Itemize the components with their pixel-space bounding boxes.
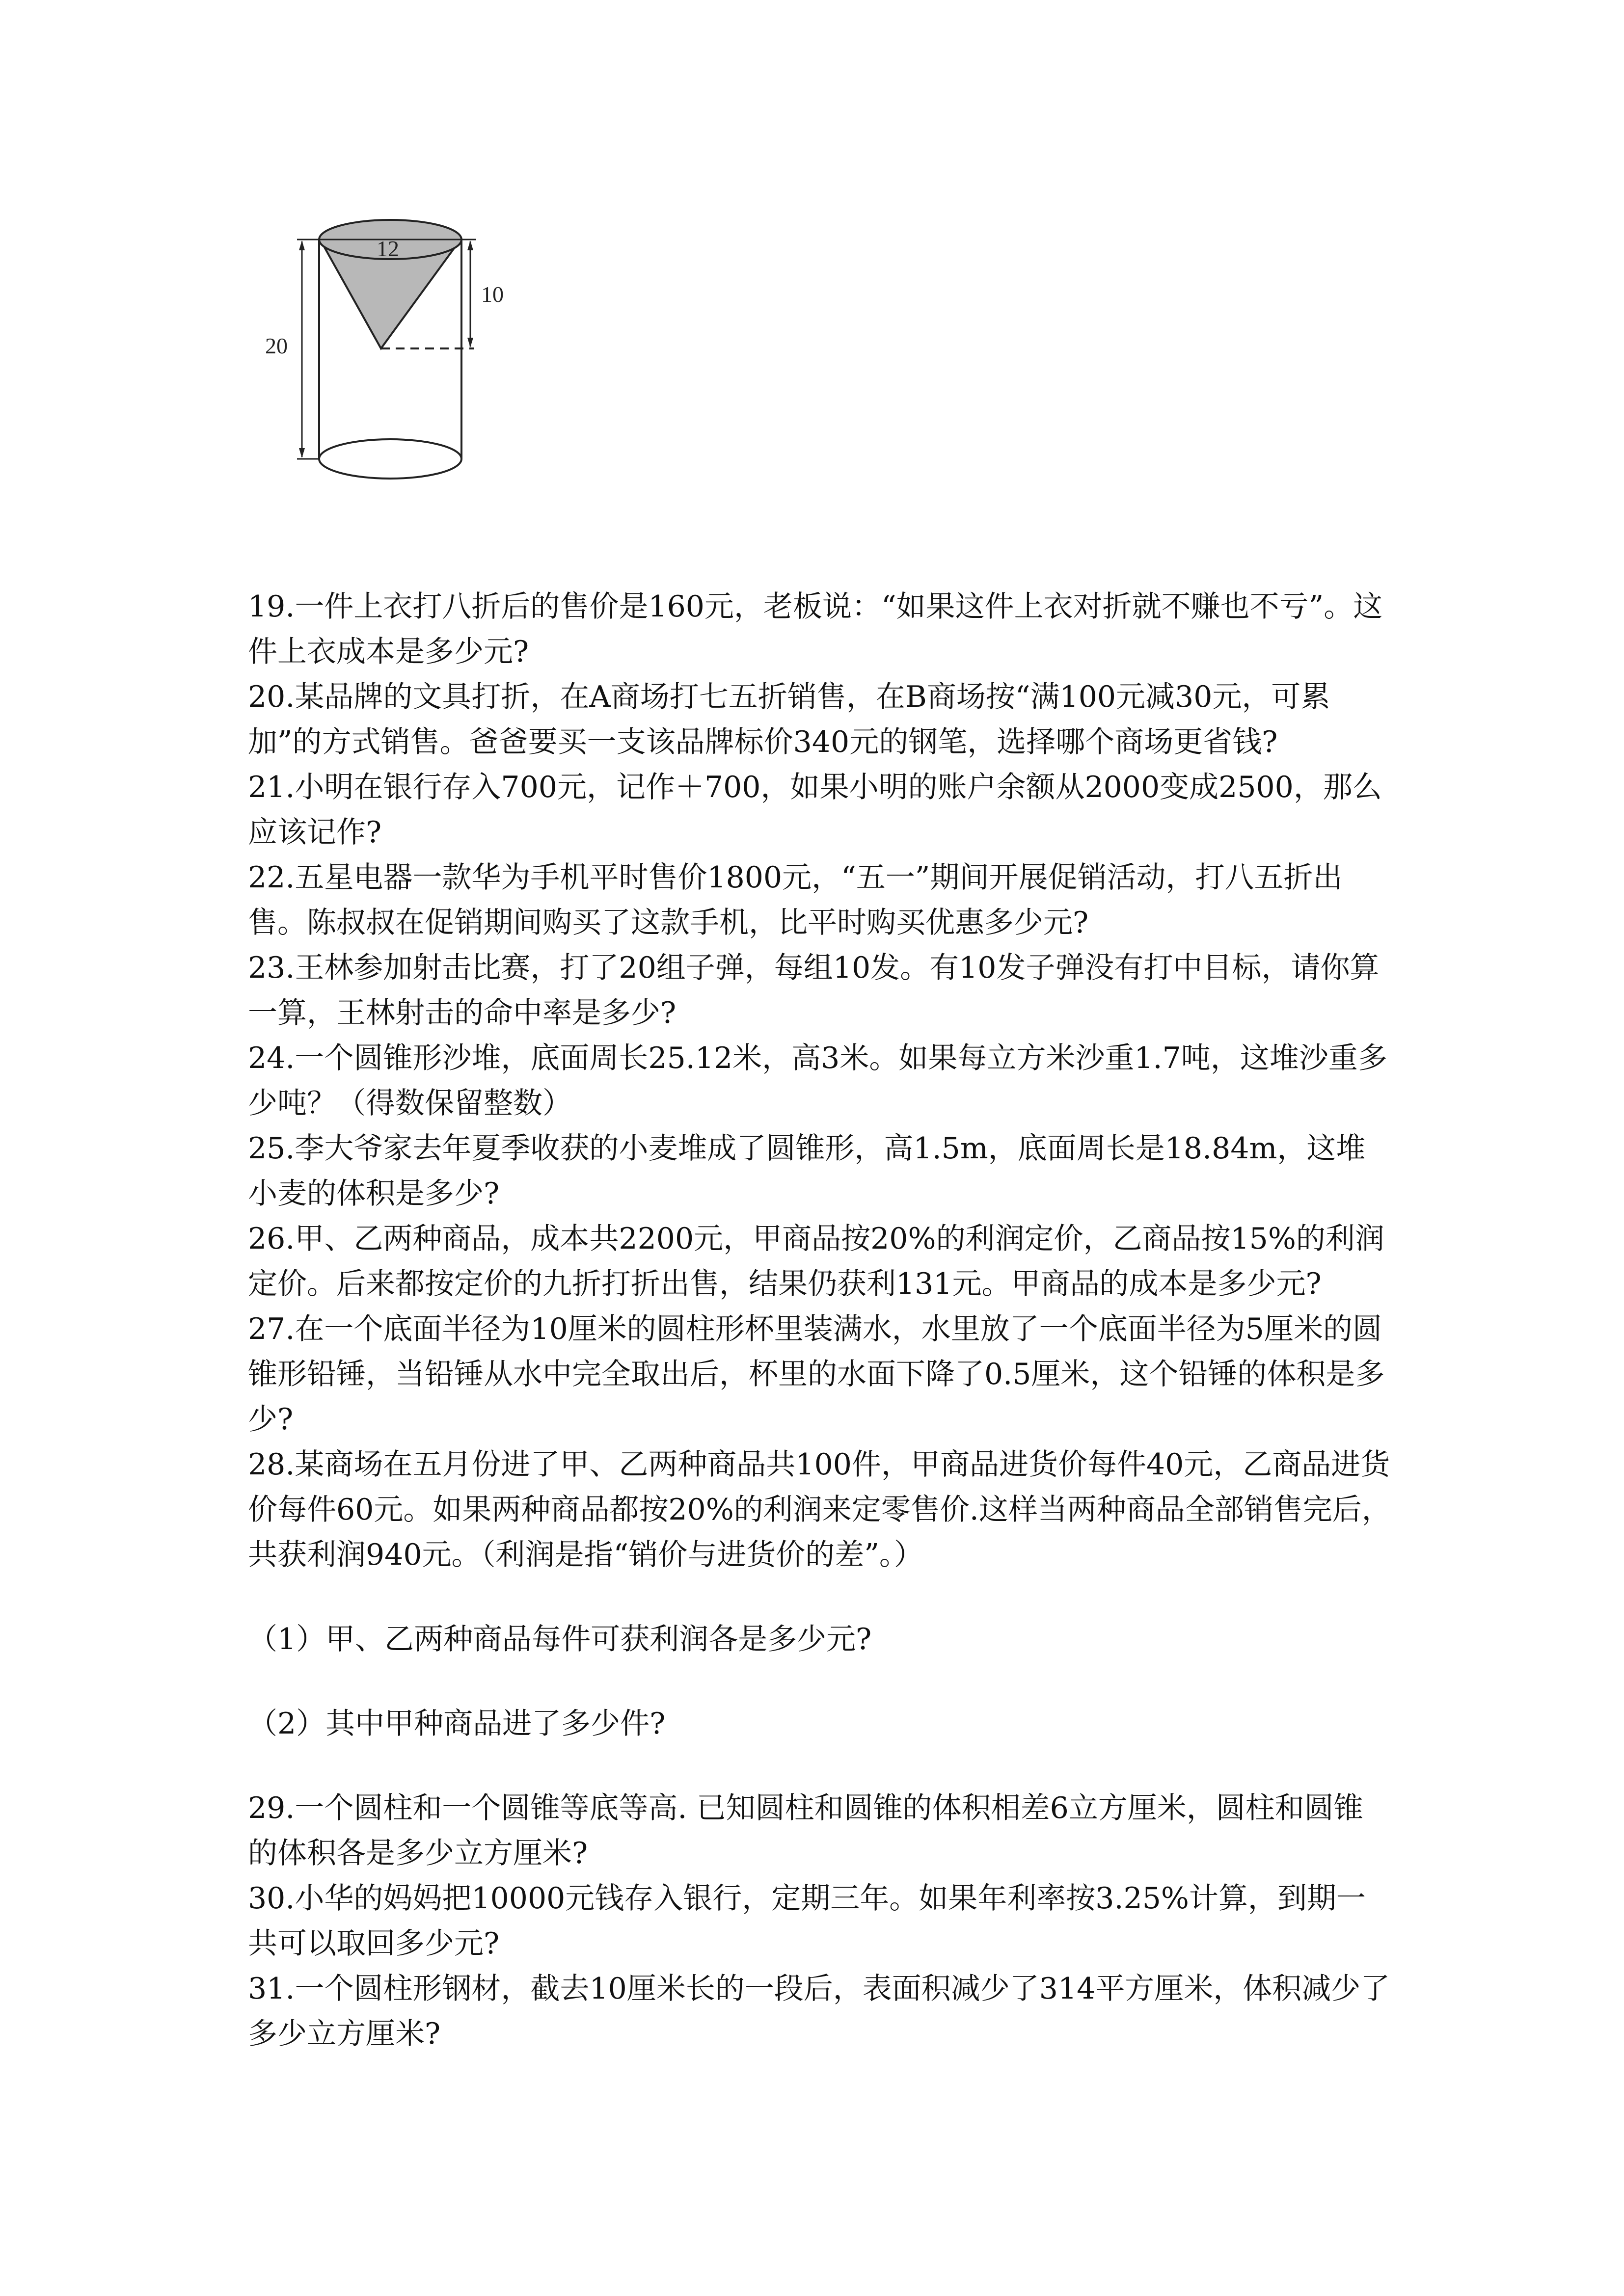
problem-22: 22.五星电器一款华为手机平时售价1800元，“五一”期间开展促销活动，打八五折出售。陈叔叔在促销期间购买了这款手机，比平时购买优惠多少元? xyxy=(248,860,1343,940)
cylinder-cone-figure xyxy=(265,201,540,496)
cone-height-label: 10 xyxy=(481,282,504,307)
problem-26: 26.甲、乙两种商品，成本共2200元，甲商品按20%的利润定价，乙商品按15%的利润定价。后来都按定价的九折打折出售，结果仍获利131元。甲商品的成本是多少元? xyxy=(248,1222,1384,1301)
problem-19: 19.一件上衣打八折后的售价是160元，老板说：“如果这件上衣对折就不赚也不亏”。这件上衣成本是多少元? xyxy=(248,589,1383,669)
arrow-down-icon xyxy=(299,448,305,458)
problem-29: 29.一个圆柱和一个圆锥等底等高. 已知圆柱和圆锥的体积相差6立方厘米，圆柱和圆锥的体积各是多少立方厘米? xyxy=(248,1791,1363,1870)
cylinder-bottom-ellipse xyxy=(319,439,461,479)
problem-27: 27.在一个底面半径为10厘米的圆柱形杯里装满水，水里放了一个底面半径为5厘米的圆锥形铅锤，当铅锤从水中完全取出后，杯里的水面下降了0.5厘米，这个铅锤的体积是多少? xyxy=(248,1312,1385,1437)
problem-25: 25.李大爷家去年夏季收获的小麦堆成了圆锥形，高1.5m，底面周长是18.84m，这堆小麦的体积是多少? xyxy=(248,1131,1366,1211)
problem-21: 21.小明在银行存入700元，记作＋700，如果小明的账户余额从2000变成2500，那么应该记作? xyxy=(248,770,1382,850)
problem-list xyxy=(248,584,1392,2056)
sub-question-1: （1）甲、乙两种商品每件可获利润各是多少元? xyxy=(248,1622,872,1656)
problem-20: 20.某品牌的文具打折，在A商场打七五折销售，在B商场按“满100元减30元，可累加”的方式销售。爸爸要买一支该品牌标价340元的钢笔，选择哪个商场更省钱? xyxy=(248,680,1330,759)
top-diameter-label: 12 xyxy=(377,236,399,261)
arrow-down-icon xyxy=(467,338,473,347)
cylinder-cone-diagram xyxy=(265,201,540,496)
arrow-up-icon xyxy=(299,240,305,250)
sub-question-2: （2）其中甲种商品进了多少件? xyxy=(248,1707,666,1741)
cylinder-height-label: 20 xyxy=(265,333,288,358)
problem-23: 23.王林参加射击比赛，打了20组子弹，每组10发。有10发子弹没有打中目标，请你算一算，王林射击的命中率是多少? xyxy=(248,951,1380,1030)
problem-28: 28.某商场在五月份进了甲、乙两种商品共100件，甲商品进货价每件40元，乙商品进货价每件60元。如果两种商品都按20%的利润来定零售价.这样当两种商品全部销售完后，共获利润940元。（利润是指“销价与进货价的差”。） xyxy=(248,1447,1391,1572)
arrow-up-icon xyxy=(467,240,473,250)
problem-30: 30.小华的妈妈把10000元钱存入银行，定期三年。如果年利率按3.25%计算，到期一共可以取回多少元? xyxy=(248,1881,1366,1961)
problem-31: 31.一个圆柱形钢材，截去10厘米长的一段后，表面积减少了314平方厘米，体积减少了多少立方厘米? xyxy=(248,1972,1390,2051)
problem-24: 24.一个圆锥形沙堆，底面周长25.12米，高3米。如果每立方米沙重1.7吨，这堆沙重多少吨？（得数保留整数） xyxy=(248,1041,1387,1121)
